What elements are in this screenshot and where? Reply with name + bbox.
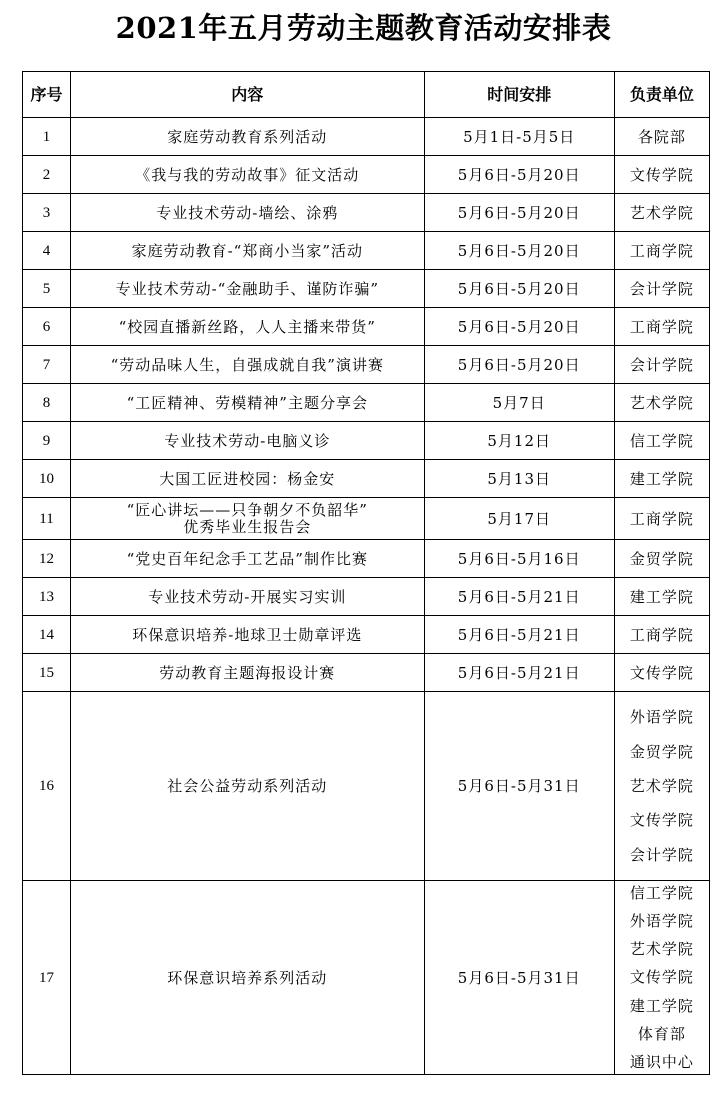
row-time: 5月6日-5月20日 [424,308,614,346]
row-content: “校园直播新丝路，人人主播来带货” [71,308,425,346]
row-time: 5月13日 [424,460,614,498]
row-content-line-1: “匠心讲坛——只争朝夕不负韶华” [126,500,368,519]
table-row [23,156,710,194]
row-seq: 3 [23,194,71,232]
row-time: 5月17日 [424,498,614,540]
row-content: 专业技术劳动-墙绘、涂鸦 [71,194,425,232]
table-row [23,422,710,460]
unit-item: 外语学院 [629,708,694,727]
row-seq: 8 [23,384,71,422]
row-unit: 工商学院 [614,232,709,270]
row-unit: 金贸学院 [614,540,709,578]
row-time: 5月6日-5月20日 [424,346,614,384]
row-seq: 16 [23,692,71,881]
row-unit: 工商学院 [614,308,709,346]
row-seq: 9 [23,422,71,460]
row-time: 5月1日-5月5日 [424,118,614,156]
unit-list [615,884,709,1071]
table-row [23,578,710,616]
row-unit: 工商学院 [614,498,709,540]
row-unit: 建工学院 [614,460,709,498]
table-row [23,692,710,881]
row-seq: 11 [23,498,71,540]
row-time: 5月6日-5月20日 [424,270,614,308]
row-content: 环保意识培养-地球卫士勋章评选 [71,616,425,654]
table-row [23,270,710,308]
row-unit: 工商学院 [614,616,709,654]
table-row [23,498,710,540]
row-unit: 各院部 [614,118,709,156]
table-row [23,194,710,232]
unit-item: 体育部 [637,1024,686,1043]
row-seq: 6 [23,308,71,346]
row-time: 5月6日-5月21日 [424,578,614,616]
table-row [23,384,710,422]
row-content: “工匠精神、劳模精神”主题分享会 [71,384,425,422]
row-seq: 14 [23,616,71,654]
row-time: 5月6日-5月20日 [424,156,614,194]
row-content: 劳动教育主题海报设计赛 [71,654,425,692]
row-time: 5月6日-5月31日 [424,881,614,1075]
row-content: 专业技术劳动-开展实习实训 [71,578,425,616]
row-seq: 2 [23,156,71,194]
unit-item: 文传学院 [629,811,694,830]
row-unit: 艺术学院 [614,194,709,232]
row-unit: 文传学院 [614,156,709,194]
table-row [23,118,710,156]
row-seq: 7 [23,346,71,384]
row-seq: 10 [23,460,71,498]
row-unit: 会计学院 [614,270,709,308]
row-content-line-2: 优秀毕业生报告会 [183,517,312,536]
row-time: 5月7日 [424,384,614,422]
row-time: 5月6日-5月20日 [424,194,614,232]
header-row [23,72,710,118]
row-time: 5月12日 [424,422,614,460]
row-time: 5月6日-5月21日 [424,616,614,654]
unit-item: 艺术学院 [629,776,694,795]
table-row [23,654,710,692]
unit-item: 艺术学院 [629,940,694,959]
row-content: 家庭劳动教育系列活动 [71,118,425,156]
row-seq: 1 [23,118,71,156]
unit-item: 建工学院 [629,996,694,1015]
row-content: 家庭劳动教育-“郑商小当家”活动 [71,232,425,270]
table-row [23,232,710,270]
unit-item: 通识中心 [629,1052,694,1071]
row-unit: 信工学院 [614,422,709,460]
unit-item: 金贸学院 [629,742,694,761]
row-unit [614,881,709,1075]
header-seq: 序号 [23,72,71,118]
row-unit [614,692,709,881]
row-content: 大国工匠进校园：杨金安 [71,460,425,498]
row-time: 5月6日-5月31日 [424,692,614,881]
row-seq: 17 [23,881,71,1075]
row-seq: 15 [23,654,71,692]
table-row [23,460,710,498]
row-unit: 艺术学院 [614,384,709,422]
row-seq: 13 [23,578,71,616]
row-content [71,498,425,540]
header-time: 时间安排 [424,72,614,118]
row-time: 5月6日-5月16日 [424,540,614,578]
unit-item: 文传学院 [629,968,694,987]
row-content: 环保意识培养系列活动 [71,881,425,1075]
table-row [23,346,710,384]
row-content: 专业技术劳动-“金融助手、谨防诈骗” [71,270,425,308]
unit-item: 外语学院 [629,912,694,931]
header-content: 内容 [71,72,425,118]
row-time: 5月6日-5月21日 [424,654,614,692]
row-unit: 文传学院 [614,654,709,692]
row-content: “党史百年纪念手工艺品”制作比赛 [71,540,425,578]
row-seq: 4 [23,232,71,270]
row-content: “劳动品味人生，自强成就自我”演讲赛 [71,346,425,384]
table-row [23,881,710,1075]
row-time: 5月6日-5月20日 [424,232,614,270]
schedule-table [22,71,710,1075]
header-unit: 负责单位 [614,72,709,118]
unit-item: 会计学院 [629,845,694,864]
page-title: 2021年五月劳动主题教育活动安排表 [115,11,612,45]
unit-item: 信工学院 [629,884,694,902]
table-row [23,540,710,578]
row-unit: 会计学院 [614,346,709,384]
row-seq: 12 [23,540,71,578]
table-row [23,616,710,654]
row-content: 专业技术劳动-电脑义诊 [71,422,425,460]
row-content: 《我与我的劳动故事》征文活动 [71,156,425,194]
unit-list [615,700,709,872]
row-content: 社会公益劳动系列活动 [71,692,425,881]
row-seq: 5 [23,270,71,308]
row-unit: 建工学院 [614,578,709,616]
table-row [23,308,710,346]
